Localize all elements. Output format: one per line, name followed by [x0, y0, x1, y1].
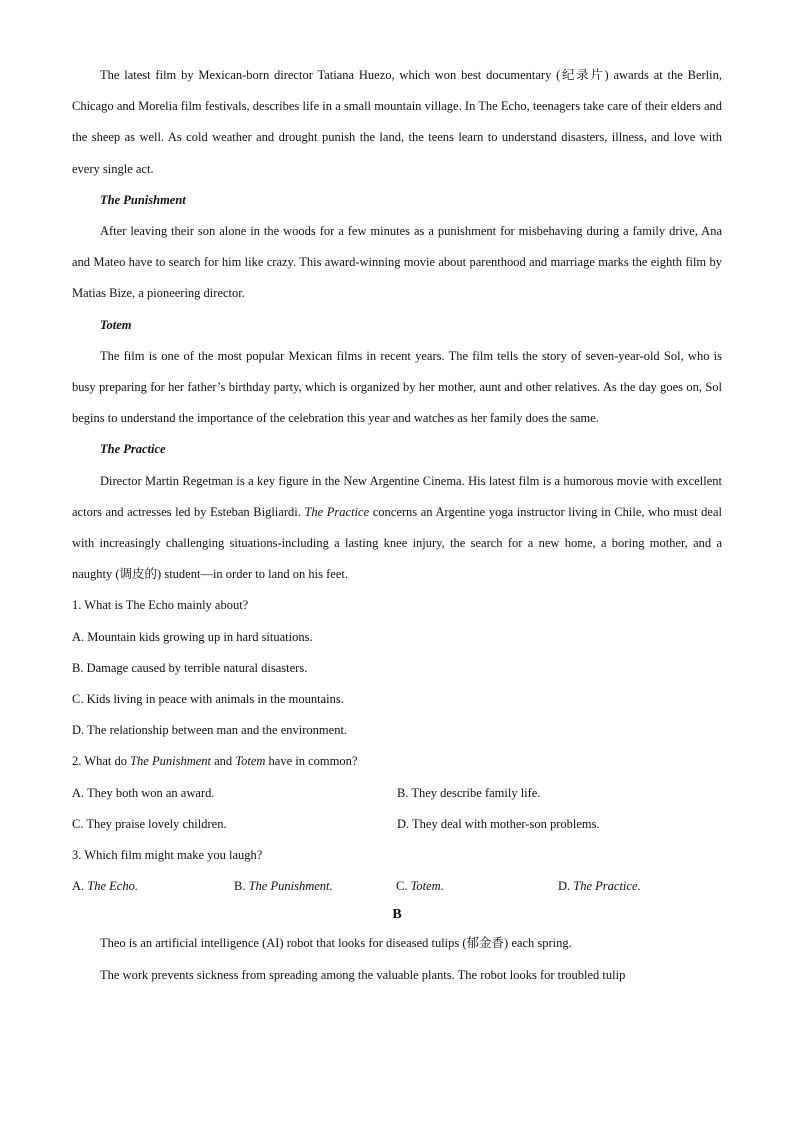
q3-option-d — [558, 871, 722, 902]
film-title-totem: Totem — [100, 317, 132, 332]
question-1-stem: 1. What is The Echo mainly about? — [72, 598, 249, 613]
q2-option-b: B. They describe family life. — [397, 785, 541, 800]
q2-stem-part-e: have in common? — [265, 754, 358, 769]
q3-option-b-letter: B. — [234, 879, 249, 894]
q1-option-c: C. Kids living in peace with animals in the mountains. — [72, 692, 344, 707]
film-text-punishment: After leaving their son alone in the woods for a few minutes as a punishment for misbehaving during a family drive, Ana and Mateo have to search for him like crazy. This award-winning movie about parenthood and marriage marks the eighth film by Matias Bize, a pioneering director. — [72, 224, 722, 301]
section-b-label: B — [392, 907, 402, 923]
q3-option-a — [72, 871, 234, 902]
practice-text-italic: The Practice — [304, 504, 370, 519]
practice-text-part2: concerns an Argentine yoga instructor living in Chile, who must deal with increasingly challenging situations-including a lasting knee injury, the search for a new home, a boring mother, and a naughty (调皮的) student—in order to land on his feet. — [72, 504, 722, 582]
q3-option-d-text: The Practice. — [573, 879, 641, 894]
intro-paragraph: The latest film by Mexican-born director Tatiana Huezo, which won best documentary (纪录片) awards at the Berlin, Chicago and Morelia film festivals, describes life in a small mountain village. In The Echo, teenagers take care of their elders and the sheep as well. As cold weather and drought punish the land, the teens learn to understand disasters, illness, and love with every single act. — [72, 68, 722, 176]
practice-text-part1: Director Martin Regetman is a key figure in the New Argentine Cinema. His latest film is a humorous movie with excellent actors and actresses led by Esteban Bigliardi. — [72, 473, 722, 519]
film-title-punishment: The Punishment — [100, 192, 186, 207]
q3-option-c-text: Totem. — [410, 879, 444, 894]
film-text-totem: The film is one of the most popular Mexican films in recent years. The film tells the story of seven-year-old Sol, who is busy preparing for her father’s birthday party, which is organized by her mother, aunt and other relatives. As the day goes on, Sol begins to understand the importance of the celebration this year and watches as her family does the same. — [72, 348, 722, 426]
q2-options-row-2 — [72, 809, 722, 840]
q3-options-row — [72, 871, 722, 902]
passage-b-paragraph-2: The work prevents sickness from spreading among the valuable plants. The robot looks for troubled tulip — [100, 967, 626, 982]
q2-stem-part-b: The Punishment — [130, 754, 211, 769]
q3-option-a-letter: A. — [72, 879, 88, 894]
q2-options-row-1 — [72, 778, 722, 809]
q3-option-c-letter: C. — [396, 879, 411, 894]
passage-b-paragraph-1: Theo is an artificial intelligence (AI) robot that looks for diseased tulips (郁金香) each spring. — [100, 936, 572, 951]
q2-stem-part-d: Totem — [235, 754, 266, 769]
document-page — [72, 60, 722, 991]
q2-stem-part-a: 2. What do — [72, 754, 131, 769]
q3-option-b-text: The Punishment. — [248, 879, 333, 894]
q2-option-a: A. They both won an award. — [72, 785, 215, 800]
q1-option-d: D. The relationship between man and the environment. — [72, 723, 348, 738]
question-3-stem: 3. Which film might make you laugh? — [72, 848, 263, 863]
q3-option-c — [396, 871, 558, 902]
q1-option-a: A. Mountain kids growing up in hard situations. — [72, 629, 313, 644]
film-text-practice — [72, 466, 722, 591]
q3-option-b — [234, 871, 396, 902]
q2-stem-part-c: and — [211, 754, 236, 769]
q3-option-a-text: The Echo. — [87, 879, 138, 894]
film-title-practice: The Practice — [100, 442, 166, 457]
q1-option-b: B. Damage caused by terrible natural disasters. — [72, 660, 308, 675]
q3-option-d-letter: D. — [558, 879, 574, 894]
question-2-stem — [72, 746, 722, 777]
q2-option-d: D. They deal with mother-son problems. — [397, 816, 600, 831]
q2-option-c: C. They praise lovely children. — [72, 816, 227, 831]
